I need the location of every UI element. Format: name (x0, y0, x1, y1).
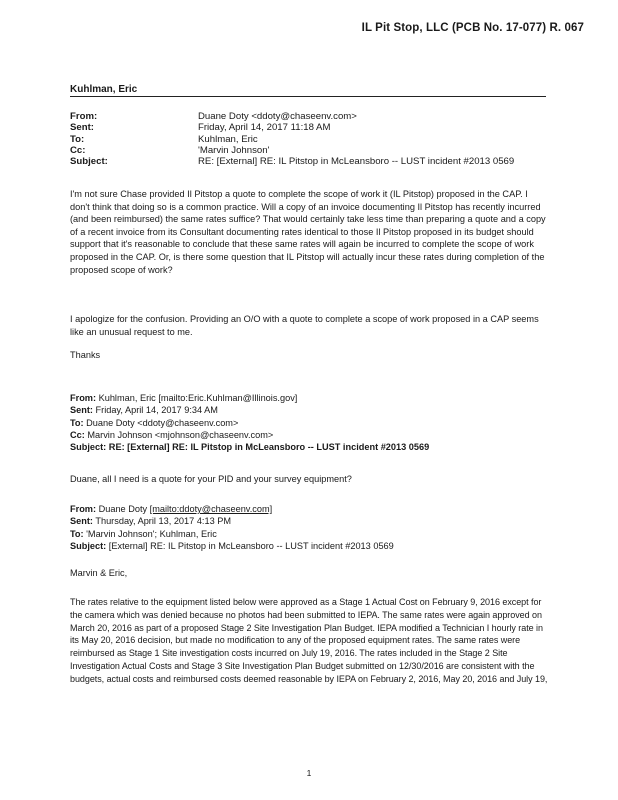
reply2-sent-value: Thursday, April 13, 2017 4:13 PM (92, 516, 232, 527)
mailbox-owner-name: Kuhlman, Eric (70, 84, 138, 95)
reply1-to-label: To: (70, 417, 84, 428)
body-paragraph-2: I apologize for the confusion. Providing an O/O with a quote to complete a scope of work proposed in a CAP seems like an unusual request to me. (70, 314, 539, 337)
to-label: To: (70, 133, 85, 145)
reply2-subject-row (70, 540, 550, 552)
reply2-from-name: Duane Doty (96, 504, 150, 514)
reply1-from-row (70, 392, 550, 404)
from-value: Duane Doty <ddoty@chaseenv.com> (198, 111, 357, 122)
reply1-sent-label: Sent: (70, 405, 93, 416)
quoted-reply-1-body: Duane, all I need is a quote for your PID and your survey equipment? (70, 474, 352, 484)
page-number: 1 (306, 768, 312, 778)
reply1-subject-value: RE: [External] RE: IL Pitstop in McLeansboro -- LUST incident #2013 0569 (106, 442, 430, 453)
reply2-sent-label: Sent: (70, 516, 93, 527)
to-value: Kuhlman, Eric (198, 133, 258, 145)
header-sent-row (70, 122, 570, 133)
reply2-to-value: 'Marvin Johnson'; Kuhlman, Eric (83, 528, 217, 539)
subject-value: RE: [External] RE: IL Pitstop in McLeansboro -- LUST incident #2013 0569 (198, 156, 515, 168)
quoted-reply-2-header (70, 503, 550, 552)
reply1-sent-value: Friday, April 14, 2017 9:34 AM (92, 405, 218, 416)
sent-label: Sent: (70, 122, 94, 134)
quoted-reply-2-body: The rates relative to the equipment listed below were approved as a Stage 1 Actual Cost on February 9, 2016 except for the camera which was denied because no photos had been submitted to IEPA. The same rates were again approved on March 20, 2016 as part of a proposed Stage 2 Site Investigation Plan Budget. IEPA modified a Technician I hourly rate in its May 20, 2016 decision, but made no modification to any of the proposed equipment rates. The same rates were reimbursed as Stage 1 Site investigation costs incurred on July 19, 2016. The rates included in the Stage 2 Site Investigation Actual Costs and Stage 3 Site Investigation Plan Budget submitted on 12/30/2016 are consistent with the budgets, actual costs and reimbursed costs deemed reasonable by IEPA on February 2, 2016, May 20, 2016 and July 19, (70, 597, 548, 684)
cc-value: 'Marvin Johnson' (198, 144, 270, 156)
reply2-from-label: From: (70, 504, 97, 514)
reply2-subject-label: Subject: (70, 540, 107, 551)
quoted-reply-1-header (70, 392, 550, 453)
reply1-cc-label: Cc: (70, 429, 85, 440)
reply2-subject-value: [External] RE: IL Pitstop in McLeansboro -- LUST incident #2013 0569 (106, 540, 394, 551)
body-closing: Thanks (70, 350, 101, 360)
email-header (70, 111, 570, 167)
reply1-from-value: Kuhlman, Eric [mailto:Eric.Kuhlman@Illinois.gov] (96, 393, 298, 403)
header-to-row (70, 134, 570, 145)
header-divider (70, 96, 546, 97)
reply2-from-row (70, 503, 550, 515)
reply1-to-row (70, 417, 550, 429)
subject-label: Subject: (70, 156, 108, 168)
header-from-row (70, 111, 570, 122)
reply1-cc-value: Marvin Johnson <mjohnson@chaseenv.com> (84, 429, 274, 440)
reply1-to-value: Duane Doty <ddoty@chaseenv.com> (83, 417, 239, 428)
reply1-subject-label: Subject: (70, 442, 107, 453)
page-stamp: IL Pit Stop, LLC (PCB No. 17-077) R. 067 (361, 22, 584, 34)
body-paragraph-1: I'm not sure Chase provided Il Pitstop a quote to complete the scope of work it (IL Pitstop) proposed in the CAP. I don't think that doing so is a common practice. Will a copy of an invoice documenting Il Pitstop has recently incurred (and been reimbursed) the same rates suffice? That would certainly take less time than preparing a quote and a copy of a recent invoice from its Consultant documenting rates identical to those Il Pitstop proposed in its budget should support that it's reasonable to conclude that these same rates will again be incurred to complete the scope of work proposed in the CAP. Or, is there some question that IL Pitstop will actually incur these rates during completion of the proposed scope of work? (70, 189, 546, 275)
reply2-to-label: To: (70, 528, 84, 539)
reply1-subject-row (70, 441, 550, 453)
reply2-mailto-link[interactable]: [mailto:ddoty@chaseenv.com] (149, 504, 273, 514)
reply1-sent-row (70, 404, 550, 416)
reply1-cc-row (70, 429, 550, 441)
reply2-sent-row (70, 515, 550, 527)
cc-label: Cc: (70, 144, 86, 156)
reply1-from-label: From: (70, 393, 97, 403)
quoted-reply-2-salutation: Marvin & Eric, (70, 568, 128, 578)
header-cc-row (70, 145, 570, 156)
sent-value: Friday, April 14, 2017 11:18 AM (198, 122, 331, 134)
from-label: From: (70, 111, 98, 122)
reply2-to-row (70, 528, 550, 540)
header-subject-row (70, 156, 570, 167)
